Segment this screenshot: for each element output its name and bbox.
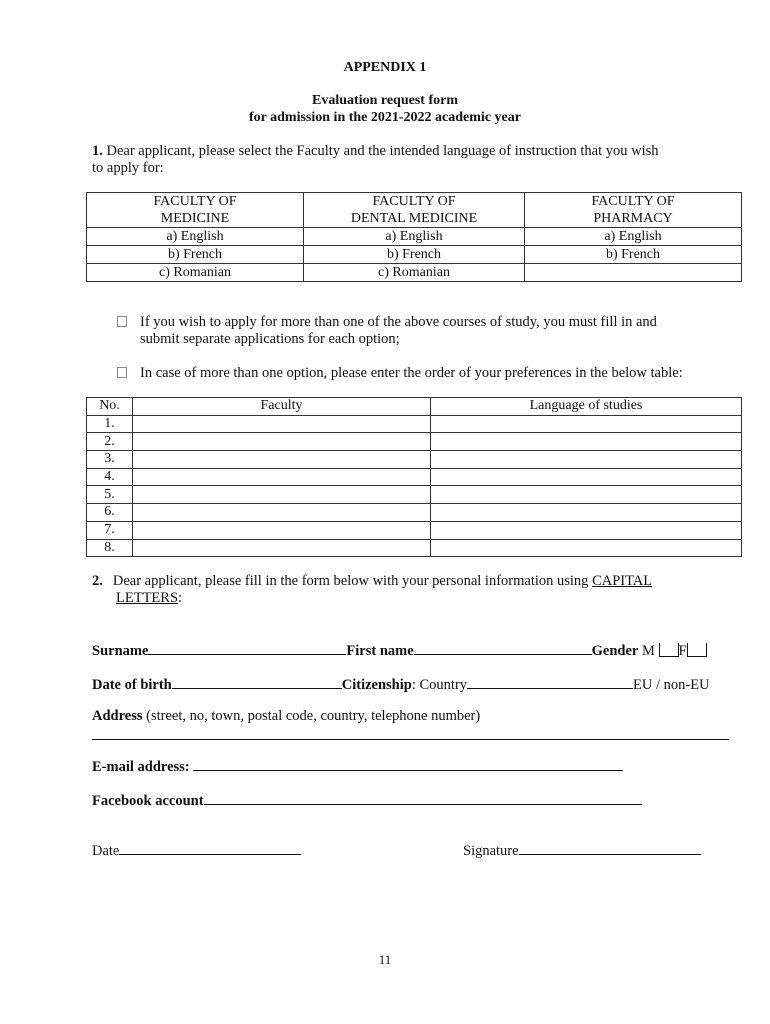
pref-language-cell[interactable] [431, 521, 742, 539]
pref-language-cell[interactable] [431, 433, 742, 451]
birth-citizenship-row: Date of birth Citizenship: Country EU / non-EU [92, 674, 710, 694]
email-field[interactable] [193, 756, 623, 771]
pref-faculty-cell[interactable] [133, 486, 431, 504]
bullet-box-icon [117, 367, 127, 378]
section1-number: 1. [92, 143, 103, 159]
bullet-order-preferences: In case of more than one option, please enter the order of your preferences in the below table: [117, 365, 737, 382]
gender-f-label: F [678, 643, 687, 659]
pref-faculty-cell[interactable] [133, 539, 431, 557]
eu-non-eu-option[interactable]: EU / non-EU [633, 677, 710, 693]
table-row: 4. [87, 468, 742, 486]
surname-field[interactable] [148, 640, 346, 655]
bullet-box-icon [117, 316, 127, 327]
pref-language-cell[interactable] [431, 415, 742, 433]
email-label: E-mail address: [92, 759, 190, 775]
date-row [92, 840, 301, 860]
date-field[interactable] [119, 840, 301, 855]
pref-header-faculty: Faculty [133, 398, 431, 416]
gender-label: Gender [591, 643, 639, 659]
pref-faculty-cell[interactable] [133, 521, 431, 539]
signature-field[interactable] [519, 840, 701, 855]
pref-faculty-cell[interactable] [133, 433, 431, 451]
form-title: Evaluation request form [312, 93, 458, 108]
medicine-option-french[interactable]: b) French [87, 246, 304, 264]
citizenship-label: Citizenship [341, 677, 412, 693]
pref-language-cell[interactable] [431, 504, 742, 522]
facebook-field[interactable] [204, 790, 642, 805]
pref-header-no: No. [87, 398, 133, 416]
table-row: 3. [87, 451, 742, 469]
table-row: 7. [87, 521, 742, 539]
dental-option-french[interactable]: b) French [304, 246, 525, 264]
section1-text-line1: Dear applicant, please select the Faculty and the intended language of instruction that you wish [102, 143, 659, 159]
pref-language-cell[interactable] [431, 451, 742, 469]
pref-faculty-cell[interactable] [133, 451, 431, 469]
country-field[interactable] [467, 674, 633, 689]
first-name-label: First name [346, 643, 414, 659]
date-label: Date [92, 843, 120, 859]
medicine-option-romanian[interactable]: c) Romanian [87, 264, 304, 282]
section2-number: 2. [92, 573, 103, 589]
pref-faculty-cell[interactable] [133, 468, 431, 486]
gender-f-box[interactable] [687, 643, 707, 657]
table-row: 6. [87, 504, 742, 522]
table-row: 1. [87, 415, 742, 433]
bullet-separate-applications: If you wish to apply for more than one of the above courses of study, you must fill in and submit separate applications for each option; [117, 314, 717, 348]
section1-text-line2: to apply for: [92, 160, 164, 176]
faculty-medicine-header[interactable]: FACULTY OF MEDICINE [87, 193, 304, 228]
faculty-dental-header[interactable]: FACULTY OF DENTAL MEDICINE [304, 193, 525, 228]
email-row [92, 756, 623, 776]
preferences-table [86, 397, 742, 557]
pref-faculty-cell[interactable] [133, 415, 431, 433]
pref-language-cell[interactable] [431, 539, 742, 557]
table-row: 5. [87, 486, 742, 504]
faculty-table [86, 192, 742, 282]
section2-instructions: 2. Dear applicant, please fill in the form below with your personal information using CAPITAL LETTERS: [92, 573, 653, 606]
section1-instructions [92, 143, 712, 177]
surname-label: Surname [92, 643, 149, 659]
pharmacy-option-english[interactable]: a) English [525, 228, 742, 246]
name-gender-row [92, 640, 707, 660]
facebook-row [92, 790, 642, 810]
medicine-option-english[interactable]: a) English [87, 228, 304, 246]
table-row: 2. [87, 433, 742, 451]
facebook-label: Facebook account [92, 793, 204, 809]
pharmacy-option-empty [525, 264, 742, 282]
appendix-label: APPENDIX 1 [343, 60, 427, 75]
form-subtitle: for admission in the 2021-2022 academic year [249, 110, 521, 125]
dental-option-english[interactable]: a) English [304, 228, 525, 246]
dental-option-romanian[interactable]: c) Romanian [304, 264, 525, 282]
faculty-pharmacy-header[interactable]: FACULTY OF PHARMACY [525, 193, 742, 228]
address-field[interactable] [92, 739, 729, 740]
pharmacy-option-french[interactable]: b) French [525, 246, 742, 264]
address-hint: (street, no, town, postal code, country, telephone number) [142, 708, 481, 724]
date-of-birth-label: Date of birth [92, 677, 172, 693]
date-of-birth-field[interactable] [172, 674, 342, 689]
address-label: Address [92, 708, 143, 724]
address-row [92, 708, 480, 725]
table-row: 8. [87, 539, 742, 557]
gender-m-box[interactable] [659, 643, 679, 657]
page-number: 11 [378, 952, 392, 967]
gender-m-label: M [642, 643, 655, 659]
pref-language-cell[interactable] [431, 468, 742, 486]
pref-language-cell[interactable] [431, 486, 742, 504]
pref-header-language: Language of studies [431, 398, 742, 416]
signature-label: Signature [463, 843, 519, 859]
first-name-field[interactable] [414, 640, 592, 655]
signature-row [463, 840, 701, 860]
pref-faculty-cell[interactable] [133, 504, 431, 522]
